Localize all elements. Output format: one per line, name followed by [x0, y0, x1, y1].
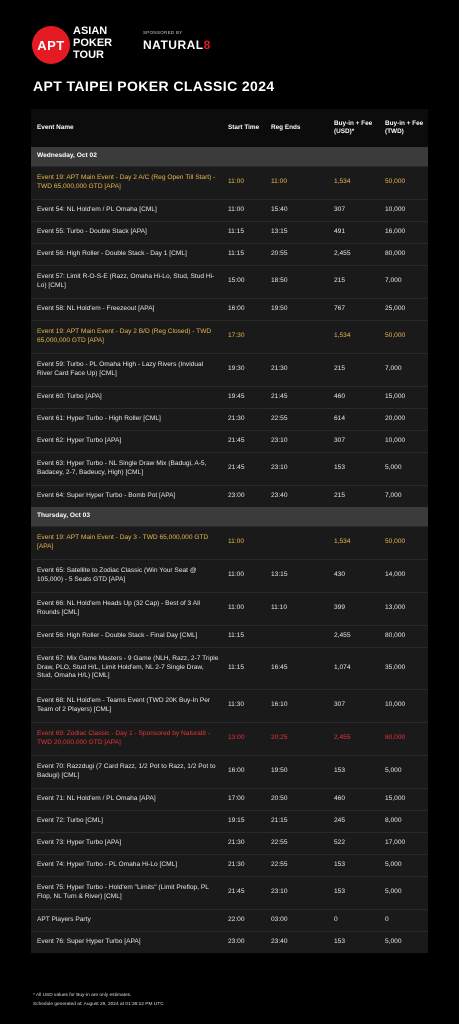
table-header-row [31, 109, 428, 147]
buyin-twd-cell: 8,000 [381, 810, 428, 832]
start-time-cell: 11:00 [224, 592, 267, 625]
col-header-buyin-usd: Buy-in + Fee (USD)* [330, 109, 381, 147]
start-time-cell: 22:00 [224, 909, 267, 931]
start-time-cell: 16:00 [224, 298, 267, 320]
buyin-usd-cell: 215 [330, 265, 381, 298]
table-row [31, 386, 428, 408]
table-row [31, 689, 428, 722]
buyin-twd-cell: 14,000 [381, 559, 428, 592]
table-row [31, 430, 428, 452]
event-name-cell: Event 55: Turbo - Double Stack [APA] [31, 221, 224, 243]
start-time-cell: 21:30 [224, 854, 267, 876]
buyin-usd-cell: 460 [330, 788, 381, 810]
reg-ends-cell: 11:10 [267, 592, 330, 625]
col-header-buyin-twd: Buy-in + Fee (TWD) [381, 109, 428, 147]
logo-wordmark [73, 25, 133, 61]
sponsor-name: NATURAL [143, 38, 204, 52]
buyin-usd-cell: 1,534 [330, 320, 381, 353]
reg-ends-cell [267, 526, 330, 559]
buyin-usd-cell: 399 [330, 592, 381, 625]
buyin-usd-cell: 430 [330, 559, 381, 592]
event-name-cell: Event 19: APT Main Event - Day 2 B/D (Reg Closed) - TWD 65,000,000 GTD [APA] [31, 320, 224, 353]
buyin-usd-cell: 0 [330, 909, 381, 931]
buyin-twd-cell: 20,000 [381, 408, 428, 430]
reg-ends-cell: 20:25 [267, 722, 330, 755]
buyin-usd-cell: 1,074 [330, 647, 381, 689]
buyin-twd-cell: 80,000 [381, 625, 428, 647]
reg-ends-cell: 13:15 [267, 221, 330, 243]
event-name-cell: Event 72: Turbo [CML] [31, 810, 224, 832]
day-header-row [31, 147, 428, 166]
logo-line-3: TOUR [73, 49, 104, 61]
table-row [31, 854, 428, 876]
buyin-twd-cell: 5,000 [381, 854, 428, 876]
reg-ends-cell: 16:10 [267, 689, 330, 722]
day-header-row [31, 507, 428, 526]
table-row [31, 408, 428, 430]
buyin-usd-cell: 1,534 [330, 526, 381, 559]
reg-ends-cell: 03:00 [267, 909, 330, 931]
event-name-cell: Event 60: Turbo [APA] [31, 386, 224, 408]
footnote [33, 992, 164, 1009]
table-row [31, 755, 428, 788]
reg-ends-cell: 23:40 [267, 931, 330, 953]
buyin-twd-cell: 5,000 [381, 452, 428, 485]
table-row [31, 832, 428, 854]
start-time-cell: 23:00 [224, 931, 267, 953]
buyin-usd-cell: 153 [330, 452, 381, 485]
buyin-twd-cell: 10,000 [381, 199, 428, 221]
reg-ends-cell [267, 625, 330, 647]
buyin-twd-cell: 80,000 [381, 722, 428, 755]
table-row [31, 647, 428, 689]
event-name-cell: Event 67: Mix Game Masters - 9 Game (NLH, Razz, 2-7 Triple Draw, PLO, Stud H/L, Limit Hold'em, NL 2-7 Single Draw, Stud, Omaha H/L) [CML] [31, 647, 224, 689]
buyin-usd-cell: 153 [330, 755, 381, 788]
start-time-cell: 21:45 [224, 452, 267, 485]
event-name-cell: Event 19: APT Main Event - Day 2 A/C (Reg Open Till Start) - TWD 65,000,000 GTD [APA] [31, 166, 224, 199]
table-row [31, 452, 428, 485]
buyin-usd-cell: 245 [330, 810, 381, 832]
buyin-twd-cell: 5,000 [381, 755, 428, 788]
buyin-usd-cell: 1,534 [330, 166, 381, 199]
event-name-cell: Event 59: Turbo - PL Omaha High - Lazy Rivers (Invidual River Card Face Up) [CML] [31, 353, 224, 386]
table-row [31, 265, 428, 298]
event-name-cell: Event 56: High Roller - Double Stack - Day 1 [CML] [31, 243, 224, 265]
buyin-twd-cell: 5,000 [381, 931, 428, 953]
footnote-estimate: * All USD values for Buy-in are only estimates. [33, 993, 132, 998]
buyin-usd-cell: 153 [330, 931, 381, 953]
table-row [31, 221, 428, 243]
event-name-cell: Event 76: Super Hyper Turbo [APA] [31, 931, 224, 953]
table-row [31, 485, 428, 507]
buyin-usd-cell: 460 [330, 386, 381, 408]
table-row [31, 320, 428, 353]
table-body [31, 147, 428, 953]
schedule-table-container [31, 109, 428, 953]
buyin-twd-cell: 15,000 [381, 788, 428, 810]
schedule-table [31, 109, 428, 953]
logo-line-2: POKER [73, 37, 113, 49]
reg-ends-cell: 23:10 [267, 876, 330, 909]
day-label: Thursday, Oct 03 [31, 507, 428, 526]
buyin-twd-cell: 50,000 [381, 320, 428, 353]
buyin-twd-cell: 7,000 [381, 353, 428, 386]
buyin-twd-cell: 10,000 [381, 430, 428, 452]
col-header-reg-ends: Reg Ends [267, 109, 330, 147]
reg-ends-cell: 16:45 [267, 647, 330, 689]
logo-line-1: ASIAN [73, 25, 108, 37]
table-row [31, 298, 428, 320]
event-name-cell: Event 54: NL Hold'em / PL Omaha [CML] [31, 199, 224, 221]
table-row [31, 810, 428, 832]
reg-ends-cell [267, 320, 330, 353]
start-time-cell: 11:15 [224, 625, 267, 647]
event-name-cell: Event 65: Satellite to Zodiac Classic (Win Your Seat @ 105,000) - 5 Seats GTD [APA] [31, 559, 224, 592]
table-row [31, 788, 428, 810]
start-time-cell: 11:00 [224, 199, 267, 221]
day-label: Wednesday, Oct 02 [31, 147, 428, 166]
reg-ends-cell: 18:50 [267, 265, 330, 298]
event-name-cell: Event 63: Hyper Turbo - NL Single Draw Mix (Badugi, A-5, Badacey, 2-7, Badeucy, High) [CML] [31, 452, 224, 485]
buyin-usd-cell: 307 [330, 689, 381, 722]
reg-ends-cell: 23:10 [267, 430, 330, 452]
sponsor-logo [143, 38, 211, 52]
col-header-event-name: Event Name [31, 109, 224, 147]
buyin-usd-cell: 153 [330, 876, 381, 909]
table-row [31, 876, 428, 909]
event-name-cell: Event 62: Hyper Turbo [APA] [31, 430, 224, 452]
footnote-generated: Schedule generated at: August 29, 2024 at 01:36:12 PM UTC [33, 1001, 164, 1007]
sponsor-digit: 8 [203, 38, 211, 52]
buyin-twd-cell: 17,000 [381, 832, 428, 854]
reg-ends-cell: 21:30 [267, 353, 330, 386]
buyin-twd-cell: 7,000 [381, 485, 428, 507]
start-time-cell: 15:00 [224, 265, 267, 298]
reg-ends-cell: 19:50 [267, 298, 330, 320]
reg-ends-cell: 22:55 [267, 832, 330, 854]
buyin-twd-cell: 50,000 [381, 526, 428, 559]
reg-ends-cell: 20:55 [267, 243, 330, 265]
reg-ends-cell: 15:40 [267, 199, 330, 221]
event-name-cell: Event 71: NL Hold'em / PL Omaha [APA] [31, 788, 224, 810]
buyin-usd-cell: 215 [330, 485, 381, 507]
apt-logo-icon: APT [32, 26, 70, 64]
buyin-usd-cell: 2,455 [330, 625, 381, 647]
start-time-cell: 13:00 [224, 722, 267, 755]
event-name-cell: Event 57: Limit R-O-S-E (Razz, Omaha Hi-Lo, Stud, Stud Hi-Lo) [CML] [31, 265, 224, 298]
reg-ends-cell: 23:40 [267, 485, 330, 507]
start-time-cell: 21:30 [224, 832, 267, 854]
table-row [31, 243, 428, 265]
table-row [31, 625, 428, 647]
start-time-cell: 21:45 [224, 876, 267, 909]
event-name-cell: Event 68: NL Hold'em - Teams Event (TWD 20K Buy-In Per Team of 2 Players) [CML] [31, 689, 224, 722]
buyin-twd-cell: 35,000 [381, 647, 428, 689]
table-row [31, 526, 428, 559]
buyin-usd-cell: 215 [330, 353, 381, 386]
start-time-cell: 11:15 [224, 647, 267, 689]
buyin-twd-cell: 50,000 [381, 166, 428, 199]
start-time-cell: 17:00 [224, 788, 267, 810]
start-time-cell: 19:45 [224, 386, 267, 408]
event-name-cell: Event 64: Super Hyper Turbo - Bomb Pot [APA] [31, 485, 224, 507]
event-name-cell: Event 69: Zodiac Classic - Day 1 - Sponsored by Natural8 - TWD 20,000,000 GTD [APA] [31, 722, 224, 755]
reg-ends-cell: 22:55 [267, 854, 330, 876]
event-name-cell: Event 58: NL Hold'em - Freezeout [APA] [31, 298, 224, 320]
table-row [31, 166, 428, 199]
event-name-cell: Event 75: Hyper Turbo - Hold'em "Limits" (Limit Preflop, PL Flop, NL Turn & River) [CML] [31, 876, 224, 909]
start-time-cell: 11:15 [224, 243, 267, 265]
event-name-cell: Event 56: High Roller - Double Stack - Final Day [CML] [31, 625, 224, 647]
start-time-cell: 11:00 [224, 526, 267, 559]
reg-ends-cell: 23:10 [267, 452, 330, 485]
start-time-cell: 19:15 [224, 810, 267, 832]
reg-ends-cell: 22:55 [267, 408, 330, 430]
header [0, 0, 459, 70]
sponsored-by-label: SPONSORED BY [143, 30, 183, 35]
reg-ends-cell: 21:15 [267, 810, 330, 832]
table-row [31, 559, 428, 592]
start-time-cell: 16:00 [224, 755, 267, 788]
buyin-usd-cell: 614 [330, 408, 381, 430]
buyin-usd-cell: 307 [330, 199, 381, 221]
buyin-twd-cell: 16,000 [381, 221, 428, 243]
event-name-cell: Event 70: Razzdugi (7 Card Razz, 1/2 Pot to Razz, 1/2 Pot to Badugi) [CML] [31, 755, 224, 788]
start-time-cell: 11:00 [224, 166, 267, 199]
col-header-start-time: Start Time [224, 109, 267, 147]
event-name-cell: Event 74: Hyper Turbo - PL Omaha Hi-Lo [CML] [31, 854, 224, 876]
buyin-twd-cell: 5,000 [381, 876, 428, 909]
table-row [31, 592, 428, 625]
buyin-twd-cell: 13,000 [381, 592, 428, 625]
start-time-cell: 11:00 [224, 559, 267, 592]
event-name-cell: APT Players Party [31, 909, 224, 931]
buyin-usd-cell: 2,455 [330, 722, 381, 755]
buyin-usd-cell: 767 [330, 298, 381, 320]
event-name-cell: Event 61: Hyper Turbo - High Roller [CML] [31, 408, 224, 430]
start-time-cell: 23:00 [224, 485, 267, 507]
event-name-cell: Event 19: APT Main Event - Day 3 - TWD 65,000,000 GTD [APA] [31, 526, 224, 559]
table-row [31, 909, 428, 931]
start-time-cell: 21:45 [224, 430, 267, 452]
buyin-twd-cell: 80,000 [381, 243, 428, 265]
buyin-usd-cell: 153 [330, 854, 381, 876]
buyin-twd-cell: 25,000 [381, 298, 428, 320]
buyin-twd-cell: 0 [381, 909, 428, 931]
table-row [31, 353, 428, 386]
buyin-usd-cell: 522 [330, 832, 381, 854]
event-name-cell: Event 73: Hyper Turbo [APA] [31, 832, 224, 854]
buyin-twd-cell: 7,000 [381, 265, 428, 298]
reg-ends-cell: 13:15 [267, 559, 330, 592]
reg-ends-cell: 19:50 [267, 755, 330, 788]
start-time-cell: 17:30 [224, 320, 267, 353]
start-time-cell: 21:30 [224, 408, 267, 430]
reg-ends-cell: 21:45 [267, 386, 330, 408]
buyin-usd-cell: 2,455 [330, 243, 381, 265]
buyin-twd-cell: 15,000 [381, 386, 428, 408]
buyin-twd-cell: 10,000 [381, 689, 428, 722]
start-time-cell: 11:30 [224, 689, 267, 722]
start-time-cell: 11:15 [224, 221, 267, 243]
start-time-cell: 19:30 [224, 353, 267, 386]
table-row [31, 199, 428, 221]
buyin-usd-cell: 491 [330, 221, 381, 243]
table-row [31, 931, 428, 953]
reg-ends-cell: 11:00 [267, 166, 330, 199]
page-title: APT TAIPEI POKER CLASSIC 2024 [33, 78, 275, 94]
event-name-cell: Event 66: NL Hold'em Heads Up (32 Cap) - Best of 3 All Rounds [CML] [31, 592, 224, 625]
buyin-usd-cell: 307 [330, 430, 381, 452]
reg-ends-cell: 20:50 [267, 788, 330, 810]
table-row [31, 722, 428, 755]
